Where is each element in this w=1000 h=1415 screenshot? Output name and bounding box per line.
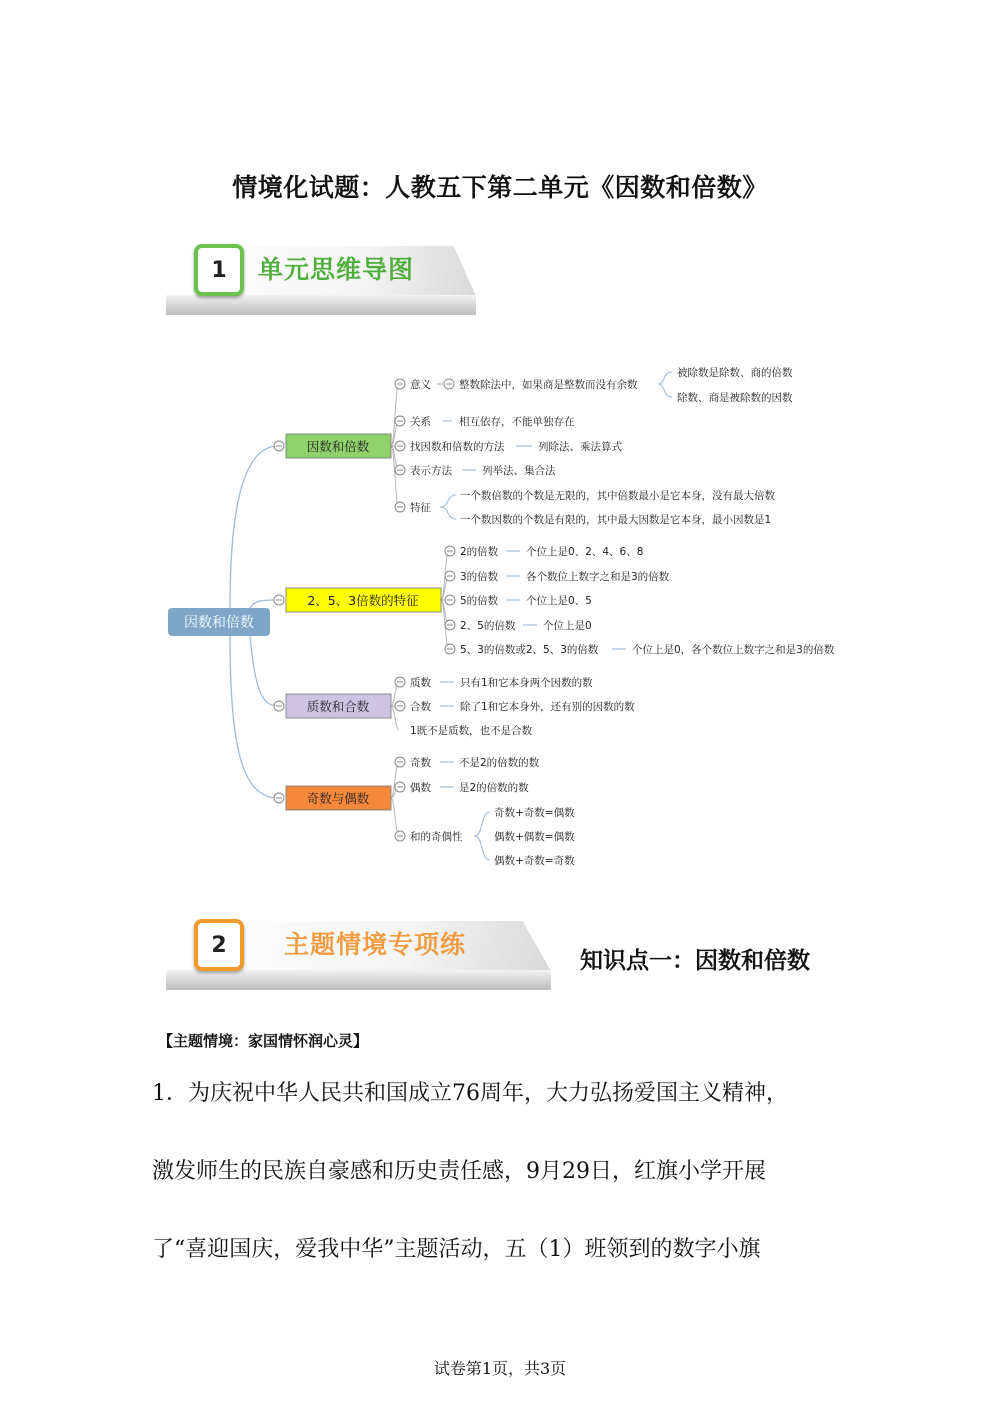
leaf-express-desc: 列举法、集合法: [482, 465, 556, 477]
leaf-relation: 关系: [410, 416, 431, 428]
leaf-feature: 特征: [410, 502, 431, 514]
branch-label: 质数和合数: [306, 699, 370, 714]
leaf-meaning-desc: 整数除法中，如果商是整数而没有余数: [459, 379, 638, 391]
leaf-composite: 合数: [410, 701, 431, 713]
leaf-multiple-2: 2的倍数: [460, 546, 499, 558]
branch-label: 因数和倍数: [306, 439, 370, 454]
branch-label: 奇数与偶数: [306, 791, 370, 806]
question-line: 了“喜迎国庆，爱我中华”主题活动，五（1）班领到的数字小旗: [152, 1237, 761, 1262]
section-number-badge: 1: [194, 244, 244, 296]
section-heading: 主题情境专项练: [284, 930, 467, 959]
section-banner-practice: [166, 915, 551, 990]
theme-label: 【主题情境：家国情怀润心灵】: [158, 1032, 369, 1050]
leaf-sum-even-odd: 偶数+奇数=奇数: [494, 855, 575, 867]
leaf-multiple-5-desc: 个位上是0、5: [526, 595, 592, 607]
leaf-multiple-5: 5的倍数: [460, 595, 499, 607]
leaf-multiple-5-3-desc: 个位上是0，各个数位上数字之和是3的倍数: [632, 644, 835, 656]
leaf-feature2: 一个数因数的个数是有限的，其中最大因数是它本身，最小因数是1: [460, 514, 772, 526]
leaf-multiple-2-5-desc: 个位上是0: [543, 620, 592, 632]
leaf-multiple-2-5: 2、5的倍数: [460, 620, 516, 632]
leaf-odd-desc: 不是2的倍数的数: [459, 757, 540, 769]
leaf-composite-desc: 除了1和它本身外，还有别的因数的数: [460, 701, 635, 713]
leaf-meaning-sub2: 除数、商是被除数的因数: [677, 392, 793, 404]
leaf-multiple-3: 3的倍数: [460, 571, 499, 583]
leaf-method: 找因数和倍数的方法: [410, 441, 505, 453]
leaf-odd: 奇数: [410, 757, 431, 769]
document-title: 情境化试题：人教五下第二单元《因数和倍数》: [232, 173, 768, 202]
leaf-even-desc: 是2的倍数的数: [459, 782, 529, 794]
page-footer: 试卷第1页，共3页: [433, 1359, 567, 1378]
leaf-feature1: 一个数倍数的个数是无限的，其中倍数最小是它本身，没有最大倍数: [460, 490, 775, 502]
leaf-one-note: 1既不是质数，也不是合数: [410, 725, 533, 737]
section-heading: 单元思维导图: [258, 255, 415, 284]
question-line: 激发师生的民族自豪感和历史责任感，9月29日，红旗小学开展: [152, 1159, 766, 1184]
branch-label: 2、5、3倍数的特征: [307, 593, 419, 608]
leaf-meaning-sub1: 被除数是除数、商的倍数: [677, 367, 793, 379]
leaf-multiple-5-3: 5、3的倍数或2、5、3的倍数: [460, 644, 599, 656]
leaf-sum-even-even: 偶数+偶数=偶数: [494, 831, 575, 843]
question-1: [152, 1055, 872, 1289]
question-line: 1．为庆祝中华人民共和国成立76周年，大力弘扬爱国主义精神，: [152, 1081, 788, 1106]
leaf-sum-parity: 和的奇偶性: [410, 831, 463, 843]
knowledge-point-heading: 知识点一：因数和倍数: [580, 948, 810, 974]
leaf-multiple-3-desc: 各个数位上数字之和是3的倍数: [526, 571, 670, 583]
leaf-relation-desc: 相互依存，不能单独存在: [459, 416, 575, 428]
section-number-badge: 2: [194, 919, 244, 971]
leaf-even: 偶数: [410, 782, 431, 794]
leaf-prime: 质数: [410, 677, 431, 689]
leaf-method-desc: 列除法、乘法算式: [538, 441, 622, 453]
leaf-prime-desc: 只有1和它本身两个因数的数: [460, 677, 593, 689]
leaf-express: 表示方法: [410, 465, 452, 477]
leaf-meaning: 意义: [410, 379, 431, 391]
leaf-sum-odd-odd: 奇数+奇数=偶数: [494, 807, 575, 819]
mindmap-root-label: 因数和倍数: [184, 615, 254, 631]
leaf-multiple-2-desc: 个位上是0、2、4、6、8: [526, 546, 644, 558]
